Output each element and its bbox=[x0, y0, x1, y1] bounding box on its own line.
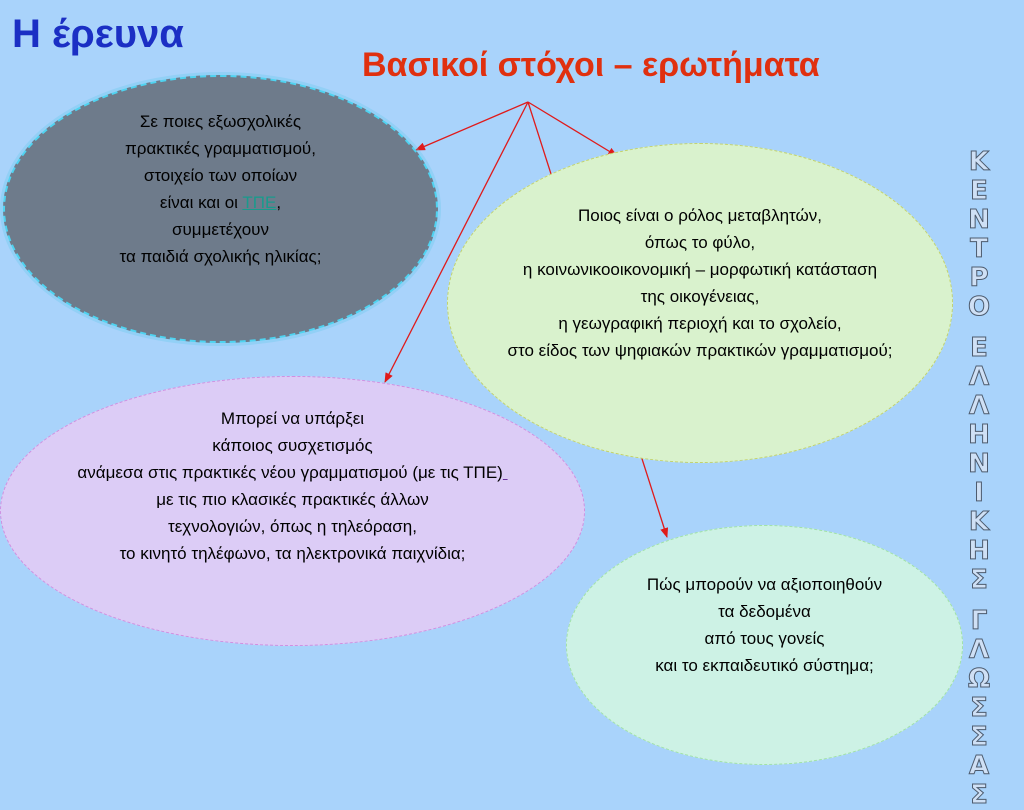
arrow-to-q2 bbox=[528, 102, 617, 156]
question-2-text: Ποιος είναι ο ρόλος μεταβλητών, όπως το φύλο, η κοινωνικοοικονομική – μορφωτική κατάσταση της οικογένειας, η γεωγραφική περιοχή και το σχολείο, στο είδος των ψηφιακών πρακτικών γραμματισμού; bbox=[507, 206, 893, 360]
question-1-text: Σε ποιες εξωσχολικές πρακτικές γραμματισμού, στοιχείο των οποίων είναι και οι ΤΠΕ, συμμετέχουν τα παιδιά σχολικής ηλικίας; bbox=[119, 112, 322, 266]
kentro-watermark: Κ Ε Ν Τ Ρ Ο Ε Λ Λ Η Ν Ι Κ Η Σ Γ Λ Ω Σ Σ Α Σ bbox=[967, 147, 991, 810]
question-oval-1 bbox=[3, 75, 438, 343]
question-oval-2 bbox=[447, 143, 953, 463]
tpe-hyperlink-underline[interactable] bbox=[503, 463, 508, 482]
question-oval-4 bbox=[566, 525, 963, 765]
arrow-to-q1 bbox=[416, 102, 528, 150]
question-4-text: Πώς μπορούν να αξιοποιηθούν τα δεδομένα από τους γονείς και το εκπαιδευτικό σύστημα; bbox=[646, 575, 883, 675]
slide-title: Η έρευνα bbox=[12, 12, 184, 56]
slide-subtitle: Βασικοί στόχοι – ερωτήματα bbox=[362, 46, 820, 84]
question-oval-3 bbox=[0, 376, 585, 646]
question-3-text: Μπορεί να υπάρξει κάποιος συσχετισμός ανάμεσα στις πρακτικές νέου γραμματισμού (με τις ΤΠΕ) με τις πιο κλασικές πρακτικές άλλων τεχνολογιών, όπως η τηλεόραση, το κινητό τηλέφωνο, τα ηλεκτρονικά παιχνίδια; bbox=[77, 405, 507, 567]
tpe-link[interactable]: ΤΠΕ bbox=[242, 193, 277, 212]
